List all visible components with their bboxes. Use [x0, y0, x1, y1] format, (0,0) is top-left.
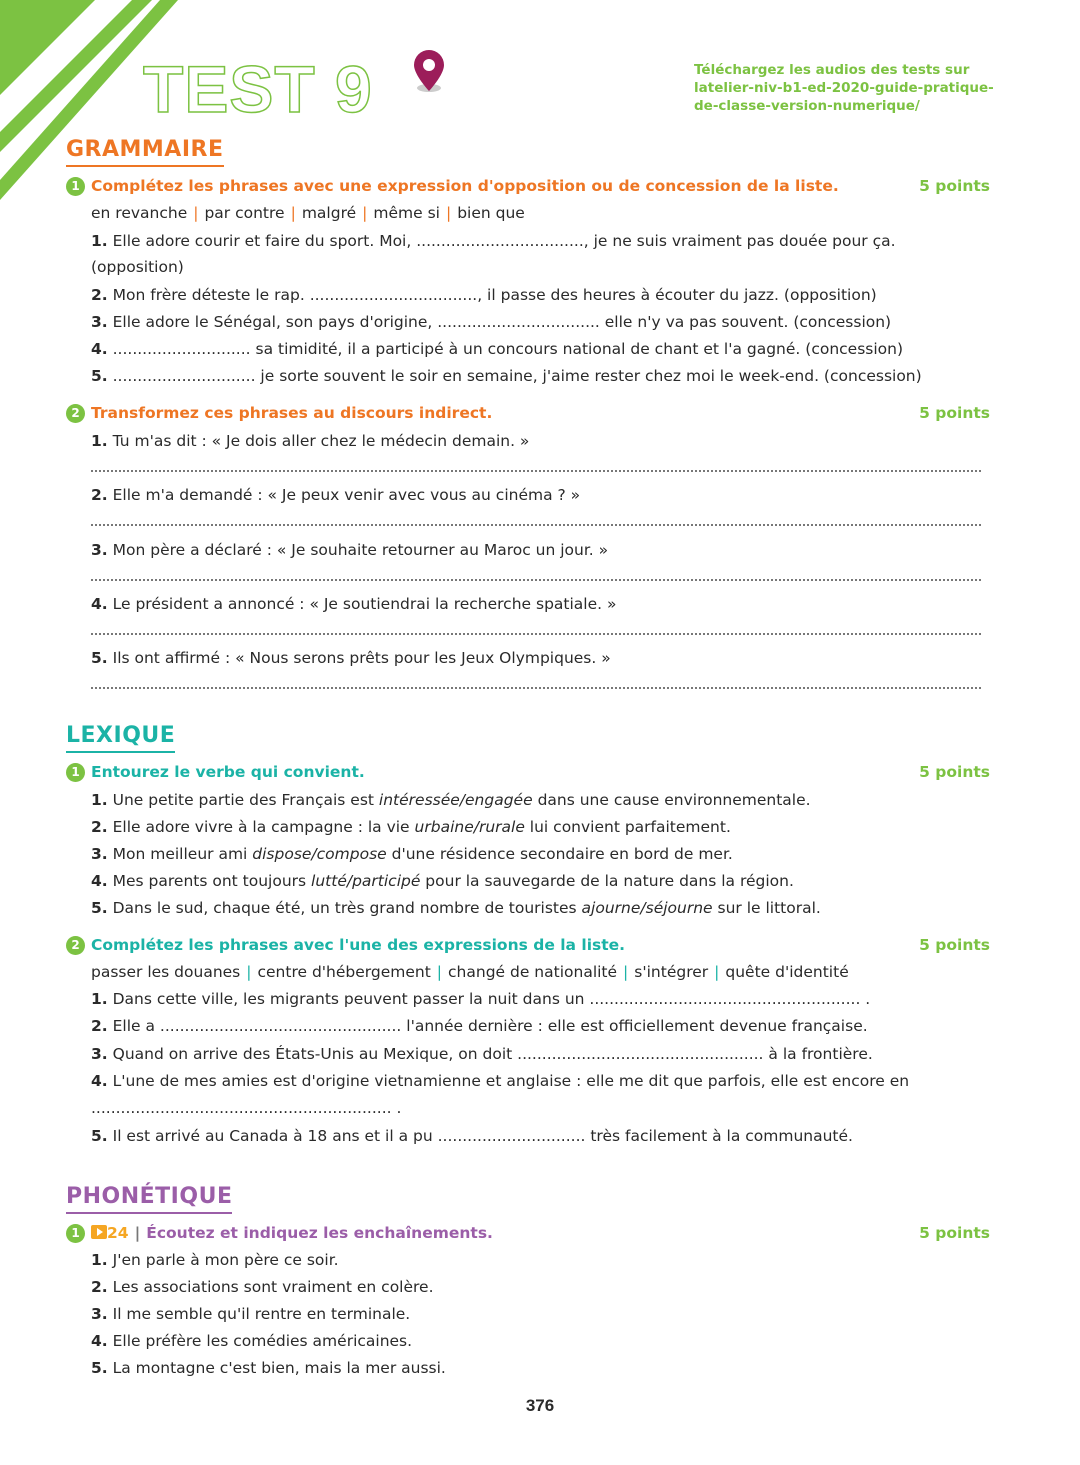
exercise-item: [91, 870, 794, 892]
item-text: Mon père a déclaré : « Je souhaite retourner au Maroc un jour. »: [112, 541, 609, 559]
exercise-title: [66, 175, 839, 197]
separator: |: [623, 963, 629, 981]
separator: |: [134, 1224, 141, 1242]
audio-track-number: 24: [107, 1224, 129, 1242]
item-text: Le président a annoncé : « Je soutiendrai la recherche spatiale. »: [112, 595, 617, 613]
exercise-item: [91, 843, 733, 865]
separator: |: [445, 204, 452, 222]
exercise-instruction: Transformez ces phrases au discours indirect.: [91, 404, 493, 422]
download-link[interactable]: latelier-niv-b1-ed-2020-guide-pratique-: [694, 80, 994, 96]
word-list: [91, 961, 849, 983]
word-option: malgré: [301, 204, 357, 222]
exercise-item: [91, 816, 731, 838]
item-text: Elle préfère les comédies américaines.: [112, 1332, 413, 1350]
exercise-instruction: Complétez les phrases avec l'une des expressions de la liste.: [91, 936, 626, 954]
exercise-item: [91, 230, 896, 252]
exercise-item: [91, 1043, 873, 1065]
exercise-number-badge: 1: [66, 177, 85, 196]
exercise-item: [91, 1249, 339, 1271]
item-text: Dans le sud, chaque été, un très grand nombre de touristes: [112, 899, 582, 917]
item-text: Mon frère déteste le rap. .................................., il passe des heures à écouter du jazz. (opposition): [112, 286, 877, 304]
item-text: Une petite partie des Français est: [112, 791, 379, 809]
item-number: 1.: [91, 1251, 108, 1269]
item-text: Quand on arrive des États-Unis au Mexique, on doit .................................................. à la frontière.: [112, 1045, 873, 1063]
section-heading: GRAMMAIRE: [66, 136, 224, 167]
exercise-number-badge: 2: [66, 936, 85, 955]
word-option: changé de nationalité: [448, 963, 618, 981]
item-text: Il est arrivé au Canada à 18 ans et il a pu .............................. très facilement à la communauté.: [112, 1127, 853, 1145]
exercise-item: [91, 593, 616, 615]
verb-choice[interactable]: dispose/compose: [252, 845, 387, 863]
download-line: Téléchargez les audios des tests sur: [694, 62, 970, 78]
item-number: 2.: [91, 286, 108, 304]
item-number: 4.: [91, 1072, 108, 1090]
answer-line[interactable]: [91, 524, 981, 526]
item-number: 5.: [91, 1127, 108, 1145]
word-list: [91, 202, 525, 224]
exercise-item: [91, 1357, 446, 1379]
exercise-item: [91, 430, 529, 452]
item-number: 5.: [91, 1359, 108, 1377]
item-number: 4.: [91, 340, 108, 358]
exercise-item: [91, 311, 891, 333]
exercise-item: [91, 988, 870, 1010]
separator: |: [714, 963, 720, 981]
exercise-item: [91, 256, 184, 278]
item-number: 2.: [91, 486, 108, 504]
exercise-item: [91, 484, 580, 506]
item-text: Mes parents ont toujours: [112, 872, 312, 890]
verb-choice[interactable]: intéressée/engagée: [378, 791, 533, 809]
exercise-item: [91, 338, 903, 360]
item-number: 4.: [91, 1332, 108, 1350]
item-number: 5.: [91, 367, 108, 385]
word-option: par contre: [204, 204, 285, 222]
word-option: centre d'hébergement: [257, 963, 431, 981]
word-option: bien que: [457, 204, 525, 222]
location-pin-icon: [409, 48, 449, 94]
item-text: lui convient parfaitement.: [524, 818, 731, 836]
item-number: 4.: [91, 595, 108, 613]
verb-choice[interactable]: urbaine/rurale: [414, 818, 525, 836]
exercise-instruction: Écoutez et indiquez les enchaînements.: [146, 1224, 493, 1242]
download-note: [694, 61, 994, 115]
item-text: Tu m'as dit : « Je dois aller chez le médecin demain. »: [112, 432, 530, 450]
verb-choice[interactable]: ajourne/séjourne: [581, 899, 713, 917]
exercise-title: [66, 934, 625, 956]
item-number: 5.: [91, 649, 108, 667]
separator: |: [193, 204, 199, 222]
item-text: ............................ sa timidité, il a participé à un concours national de chant et l'a gagné. (concession): [112, 340, 904, 358]
item-text: Les associations sont vraiment en colère.: [112, 1278, 434, 1296]
answer-line[interactable]: [91, 633, 981, 635]
audio-track-icon[interactable]: [91, 1225, 107, 1239]
word-option: s'intégrer: [634, 963, 709, 981]
page-number: 376: [525, 1396, 555, 1415]
item-number: 3.: [91, 1305, 108, 1323]
exercise-item: [91, 365, 922, 387]
exercise-title: [66, 761, 365, 783]
item-text: L'une de mes amies est d'origine vietnamienne et anglaise : elle me dit que parfois, elle est encore en: [112, 1072, 910, 1090]
exercise-points: 5 points: [919, 1224, 990, 1242]
item-number: 1.: [91, 432, 108, 450]
item-number: 2.: [91, 1278, 108, 1296]
exercise-number-badge: 2: [66, 404, 85, 423]
item-text: Il me semble qu'il rentre en terminale.: [112, 1305, 411, 1323]
exercise-item: [91, 1125, 853, 1147]
item-number: 1.: [91, 791, 108, 809]
item-text: La montagne c'est bien, mais la mer aussi.: [112, 1359, 446, 1377]
exercise-item: [91, 789, 811, 811]
item-number: 1.: [91, 990, 108, 1008]
item-text: J'en parle à mon père ce soir.: [112, 1251, 339, 1269]
item-number: 2.: [91, 818, 108, 836]
item-number: 3.: [91, 845, 108, 863]
exercise-item: [91, 284, 877, 306]
item-text: Elle a ................................................. l'année dernière : elle est officiellement devenue française.: [112, 1017, 868, 1035]
item-text: dans une cause environnementale.: [532, 791, 811, 809]
download-link[interactable]: de-classe-version-numerique/: [694, 98, 920, 114]
item-number: 2.: [91, 1017, 108, 1035]
separator: |: [362, 204, 368, 222]
answer-line[interactable]: [91, 687, 981, 689]
exercise-item: [91, 1303, 410, 1325]
item-text: Elle adore courir et faire du sport. Moi, .................................., je ne suis vraiment pas douée pour ça.: [112, 232, 896, 250]
item-number: 5.: [91, 899, 108, 917]
item-text: sur le littoral.: [712, 899, 821, 917]
item-number: 1.: [91, 232, 108, 250]
item-text: Ils ont affirmé : « Nous serons prêts pour les Jeux Olympiques. »: [112, 649, 611, 667]
exercise-item: [91, 1070, 909, 1092]
exercise-title: [66, 1222, 493, 1244]
item-text: Mon meilleur ami: [112, 845, 253, 863]
word-option: même si: [373, 204, 440, 222]
exercise-points: 5 points: [919, 404, 990, 422]
separator: |: [246, 963, 252, 981]
exercise-item: [91, 1330, 412, 1352]
item-number: 3.: [91, 1045, 108, 1063]
exercise-item: [91, 1276, 434, 1298]
exercise-item: [91, 897, 821, 919]
exercise-number-badge: 1: [66, 763, 85, 782]
item-text: ............................................................. .: [91, 1099, 402, 1117]
item-text: pour la sauvegarde de la nature dans la région.: [420, 872, 794, 890]
item-text: ............................. je sorte souvent le soir en semaine, j'aime rester chez moi le week-end. (concession): [112, 367, 922, 385]
section-heading: LEXIQUE: [66, 722, 175, 753]
separator: |: [290, 204, 296, 222]
exercise-item: [91, 1097, 401, 1119]
word-option: en revanche: [91, 204, 188, 222]
exercise-item: [91, 539, 608, 561]
item-number: 3.: [91, 541, 108, 559]
exercise-points: 5 points: [919, 763, 990, 781]
item-text: (opposition): [91, 258, 184, 276]
exercise-instruction: Complétez les phrases avec une expression d'opposition ou de concession de la liste.: [91, 177, 839, 195]
exercise-points: 5 points: [919, 936, 990, 954]
answer-line[interactable]: [91, 470, 981, 472]
separator: |: [436, 963, 443, 981]
item-text: d'une résidence secondaire en bord de mer.: [386, 845, 733, 863]
item-text: Dans cette ville, les migrants peuvent passer la nuit dans un ....................................................... .: [112, 990, 871, 1008]
item-text: Elle m'a demandé : « Je peux venir avec vous au cinéma ? »: [112, 486, 581, 504]
item-number: 3.: [91, 313, 108, 331]
word-option: passer les douanes: [91, 963, 241, 981]
exercise-title: [66, 402, 492, 424]
item-text: Elle adore le Sénégal, son pays d'origine, ................................. elle n'y va pas souvent. (concession): [112, 313, 892, 331]
exercise-number-badge: 1: [66, 1224, 85, 1243]
item-text: Elle adore vivre à la campagne : la vie: [112, 818, 415, 836]
exercise-instruction: Entourez le verbe qui convient.: [91, 763, 365, 781]
word-option: quête d'identité: [725, 963, 849, 981]
exercise-points: 5 points: [919, 177, 990, 195]
verb-choice[interactable]: lutté/participé: [311, 872, 421, 890]
section-heading: PHONÉTIQUE: [66, 1183, 232, 1214]
exercise-item: [91, 647, 611, 669]
item-number: 4.: [91, 872, 108, 890]
test-title: TEST 9: [143, 52, 373, 126]
exercise-item: [91, 1015, 868, 1037]
answer-line[interactable]: [91, 579, 981, 581]
